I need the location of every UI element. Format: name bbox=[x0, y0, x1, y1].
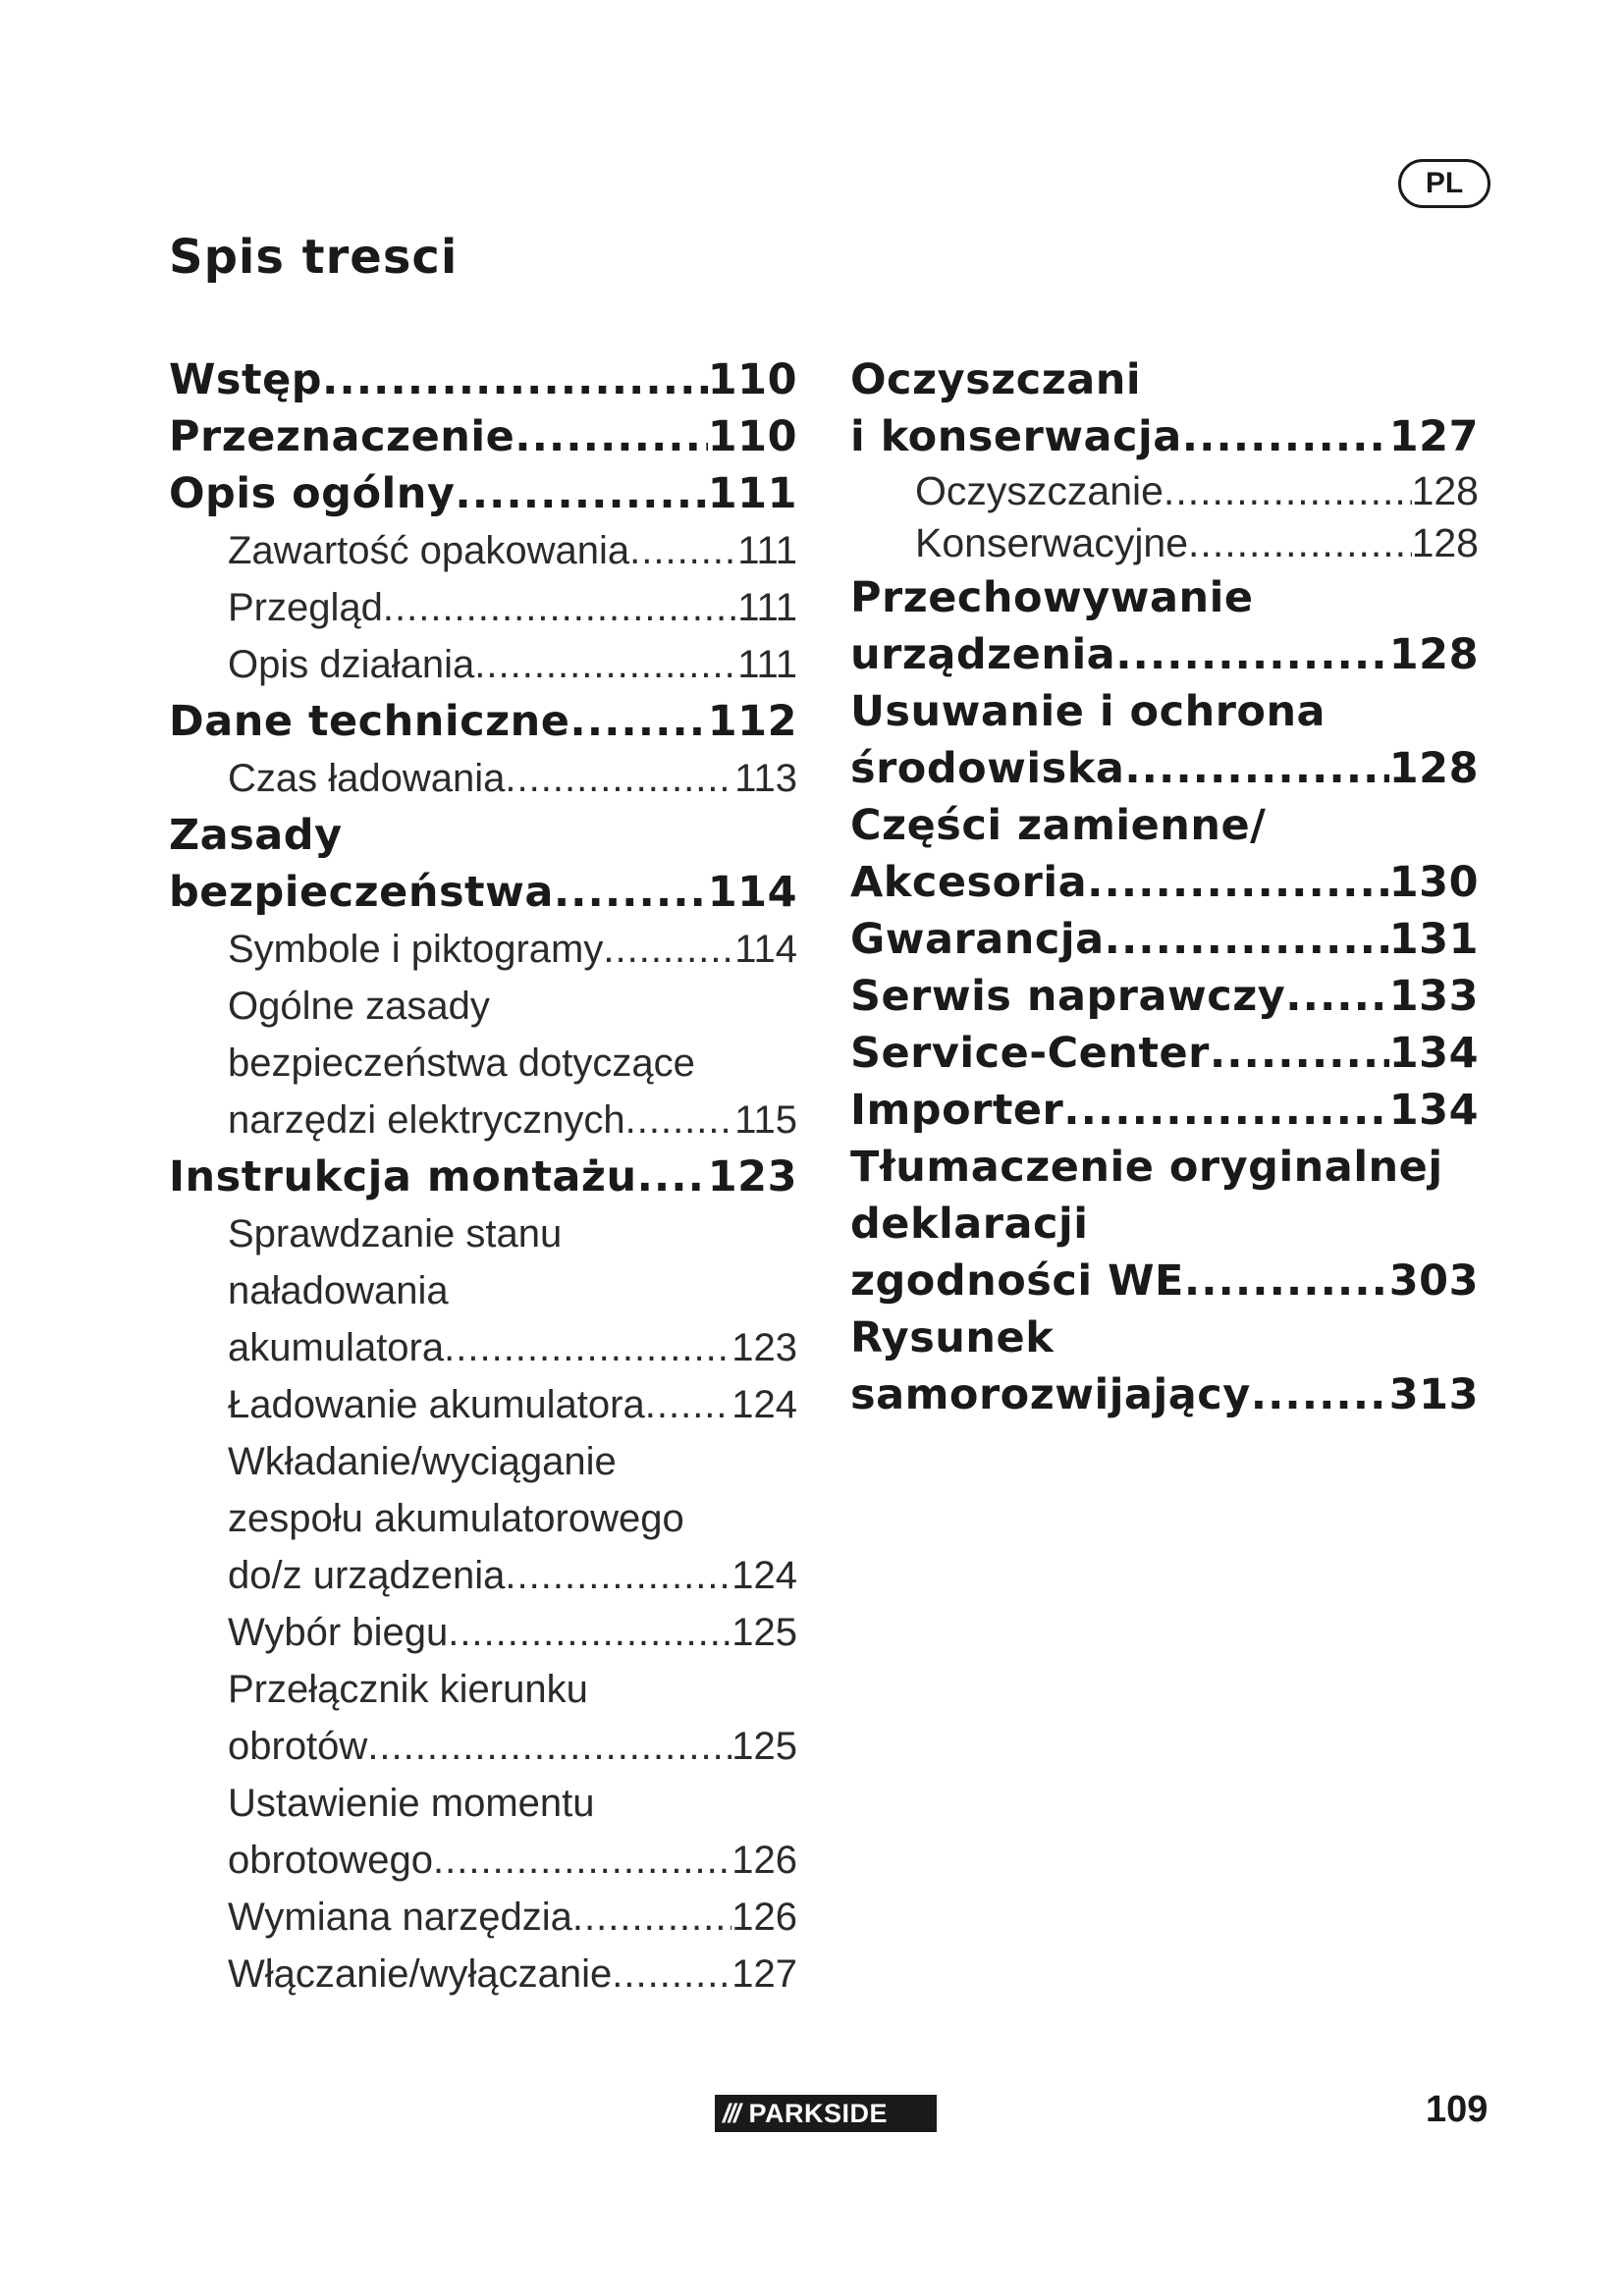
toc-subentry-ladowanie-akumulatora[interactable] bbox=[169, 1376, 797, 1433]
toc-entry-line[interactable]: Zasady bbox=[169, 811, 343, 860]
toc-subentry-przelacznik[interactable] bbox=[169, 1718, 797, 1775]
toc-entry-service-center[interactable] bbox=[850, 1025, 1479, 1082]
toc-entry-label: Opis działania bbox=[228, 643, 475, 686]
toc-entry-page: 125 bbox=[731, 1611, 797, 1654]
toc-subentry-line[interactable]: bezpieczeństwa dotyczące bbox=[228, 1041, 695, 1085]
toc-entry-label: środowiska bbox=[850, 744, 1125, 793]
toc-entry-page: 127 bbox=[731, 1952, 797, 1996]
toc-entry-label: Serwis naprawczy bbox=[850, 972, 1286, 1021]
page-title: Spis tresci bbox=[169, 230, 459, 285]
toc-entry-page: 124 bbox=[731, 1383, 797, 1426]
toc-entry-page: 128 bbox=[1411, 520, 1479, 565]
toc-entry-label: bezpieczeństwa bbox=[169, 868, 554, 917]
toc-subentry-wkladanie[interactable] bbox=[169, 1547, 797, 1604]
toc-entry-label: Service-Center bbox=[850, 1029, 1210, 1078]
toc-subentry-zawartosc-opakowania[interactable] bbox=[169, 522, 797, 579]
toc-entry-label: Importer bbox=[850, 1086, 1064, 1135]
toc-entry-zasady-bezpieczenstwa[interactable] bbox=[169, 864, 797, 921]
toc-entry-line[interactable]: Rysunek bbox=[850, 1313, 1055, 1362]
toc-entry-label: Dane techniczne bbox=[169, 697, 570, 746]
toc-entry-label: Instrukcja montażu bbox=[169, 1152, 637, 1201]
toc-entry-page: 115 bbox=[734, 1098, 797, 1142]
toc-entry-label: Gwarancja bbox=[850, 915, 1105, 964]
toc-subentry-line[interactable]: Ogólne zasady bbox=[228, 985, 490, 1028]
toc-entry-page: 111 bbox=[737, 586, 797, 629]
toc-entry-deklaracja[interactable] bbox=[850, 1253, 1479, 1309]
toc-entry-opis-ogolny[interactable] bbox=[169, 465, 797, 522]
toc-subentry-wymiana-narzedzia[interactable] bbox=[169, 1889, 797, 1946]
toc-entry-page: 125 bbox=[731, 1725, 797, 1768]
brand-name: PARKSIDE bbox=[748, 2098, 889, 2128]
toc-subentry-konserwacyjne[interactable] bbox=[850, 517, 1479, 569]
toc-entry-page: 111 bbox=[737, 643, 797, 686]
toc-entry-usuwanie[interactable] bbox=[850, 740, 1479, 797]
toc-entry-label: Przeznaczenie bbox=[169, 412, 515, 461]
toc-entry-page: 134 bbox=[1388, 1029, 1479, 1078]
toc-entry-label: Czas ładowania bbox=[228, 757, 506, 800]
toc-entry-serwis-naprawczy[interactable] bbox=[850, 968, 1479, 1025]
toc-entry-akcesoria[interactable] bbox=[850, 854, 1479, 911]
toc-entry-label: Zawartość opakowania bbox=[228, 529, 630, 572]
toc-entry-label: obrotowego bbox=[228, 1839, 434, 1882]
toc-entry-label: Ładowanie akumulatora bbox=[228, 1383, 645, 1426]
toc-entry-label: Wybór biegu bbox=[228, 1611, 449, 1654]
toc-subentry-czas-ladowania[interactable] bbox=[169, 750, 797, 807]
toc-entry-page: 123 bbox=[731, 1326, 797, 1369]
toc-entry-label: samorozwijający bbox=[850, 1370, 1251, 1419]
toc-entry-page: 111 bbox=[707, 469, 797, 518]
toc-entry-page: 110 bbox=[707, 412, 797, 461]
toc-entry-wstep[interactable] bbox=[169, 351, 797, 408]
toc-entry-label: narzędzi elektrycznych bbox=[228, 1098, 625, 1142]
toc-entry-label: Przegląd bbox=[228, 586, 383, 629]
toc-entry-label: Wymiana narzędzia bbox=[228, 1896, 572, 1939]
toc-subentry-opis-dzialania[interactable] bbox=[169, 636, 797, 693]
toc-entry-page: 313 bbox=[1388, 1370, 1479, 1419]
toc-entry-line[interactable]: Części zamienne/ bbox=[850, 801, 1267, 850]
toc-subentry-wlaczanie[interactable] bbox=[169, 1946, 797, 2002]
toc-entry-label: zgodności WE bbox=[850, 1256, 1184, 1306]
toc-entry-dane-techniczne[interactable] bbox=[169, 693, 797, 750]
toc-entry-page: 128 bbox=[1411, 468, 1479, 513]
toc-right-column bbox=[850, 351, 1479, 1423]
toc-subentry-sprawdzanie-stanu[interactable] bbox=[169, 1319, 797, 1376]
language-badge: PL bbox=[1398, 159, 1490, 208]
toc-entry-page: 112 bbox=[707, 697, 797, 746]
toc-entry-konserwacja[interactable] bbox=[850, 408, 1479, 465]
parkside-logo bbox=[715, 2095, 937, 2132]
toc-subentry-ogolne-zasady[interactable] bbox=[169, 1092, 797, 1148]
toc-subentry-line[interactable]: Przełącznik kierunku bbox=[228, 1668, 588, 1711]
toc-entry-page: 134 bbox=[1388, 1086, 1479, 1135]
toc-entry-page: 126 bbox=[731, 1896, 797, 1939]
brand-mark-icon: /// bbox=[723, 2098, 739, 2128]
toc-entry-label: i konserwacja bbox=[850, 412, 1182, 461]
toc-entry-page: 110 bbox=[707, 355, 797, 404]
toc-entry-importer[interactable] bbox=[850, 1082, 1479, 1139]
toc-entry-page: 127 bbox=[1388, 412, 1479, 461]
toc-entry-page: 111 bbox=[737, 529, 797, 572]
toc-subentry-line[interactable]: Sprawdzanie stanu bbox=[228, 1212, 563, 1255]
toc-entry-page: 114 bbox=[734, 928, 797, 971]
toc-entry-page: 130 bbox=[1388, 858, 1479, 907]
toc-entry-line[interactable]: Oczyszczani bbox=[850, 355, 1142, 404]
toc-entry-page: 113 bbox=[734, 757, 797, 800]
toc-entry-label: akumulatora bbox=[228, 1326, 445, 1369]
toc-entry-page: 114 bbox=[707, 868, 797, 917]
toc-entry-label: Wstęp bbox=[169, 355, 323, 404]
toc-entry-label: Akcesoria bbox=[850, 858, 1088, 907]
toc-entry-label: Włączanie/wyłączanie bbox=[228, 1952, 613, 1996]
toc-subentry-line[interactable]: zespołu akumulatorowego bbox=[228, 1497, 684, 1540]
toc-entry-page: 128 bbox=[1388, 630, 1479, 679]
toc-left-column bbox=[169, 351, 797, 2002]
toc-subentry-symbole[interactable] bbox=[169, 921, 797, 978]
toc-entry-label: Oczyszczanie bbox=[915, 468, 1164, 513]
toc-entry-page: 133 bbox=[1388, 972, 1479, 1021]
toc-entry-page: 126 bbox=[731, 1839, 797, 1882]
toc-entry-page: 123 bbox=[707, 1152, 797, 1201]
toc-entry-label: Symbole i piktogramy bbox=[228, 928, 604, 971]
toc-entry-label: Opis ogólny bbox=[169, 469, 456, 518]
toc-entry-page: 131 bbox=[1388, 915, 1479, 964]
toc-entry-line[interactable]: Usuwanie i ochrona bbox=[850, 687, 1326, 736]
toc-entry-gwarancja[interactable] bbox=[850, 911, 1479, 968]
toc-subentry-line[interactable]: Ustawienie momentu bbox=[228, 1782, 595, 1825]
toc-entry-label: do/z urządzenia bbox=[228, 1554, 506, 1597]
toc-subentry-przeglad[interactable] bbox=[169, 579, 797, 636]
toc-entry-page: 303 bbox=[1388, 1256, 1479, 1306]
toc-entry-rysunek[interactable] bbox=[850, 1366, 1479, 1423]
toc-entry-przechowywanie[interactable] bbox=[850, 626, 1479, 683]
toc-subentry-line[interactable]: Wkładanie/wyciąganie bbox=[228, 1440, 617, 1483]
toc-entry-label: urządzenia bbox=[850, 630, 1116, 679]
toc-subentry-line[interactable]: naładowania bbox=[228, 1269, 449, 1312]
toc-subentry-wybor-biegu[interactable] bbox=[169, 1604, 797, 1661]
toc-entry-label: Konserwacyjne bbox=[915, 520, 1189, 565]
toc-subentry-moment-obrotowy[interactable] bbox=[169, 1832, 797, 1889]
toc-entry-line[interactable]: deklaracji bbox=[850, 1200, 1089, 1249]
toc-entry-page: 128 bbox=[1388, 744, 1479, 793]
toc-entry-label: obrotów bbox=[228, 1725, 368, 1768]
toc-subentry-oczyszczanie[interactable] bbox=[850, 465, 1479, 517]
toc-entry-przeznaczenie[interactable] bbox=[169, 408, 797, 465]
toc-entry-page: 124 bbox=[731, 1554, 797, 1597]
toc-entry-line[interactable]: Przechowywanie bbox=[850, 573, 1254, 622]
toc-entry-instrukcja-montazu[interactable] bbox=[169, 1148, 797, 1205]
toc-entry-line[interactable]: Tłumaczenie oryginalnej bbox=[850, 1143, 1443, 1192]
page-number: 109 bbox=[1426, 2089, 1489, 2130]
